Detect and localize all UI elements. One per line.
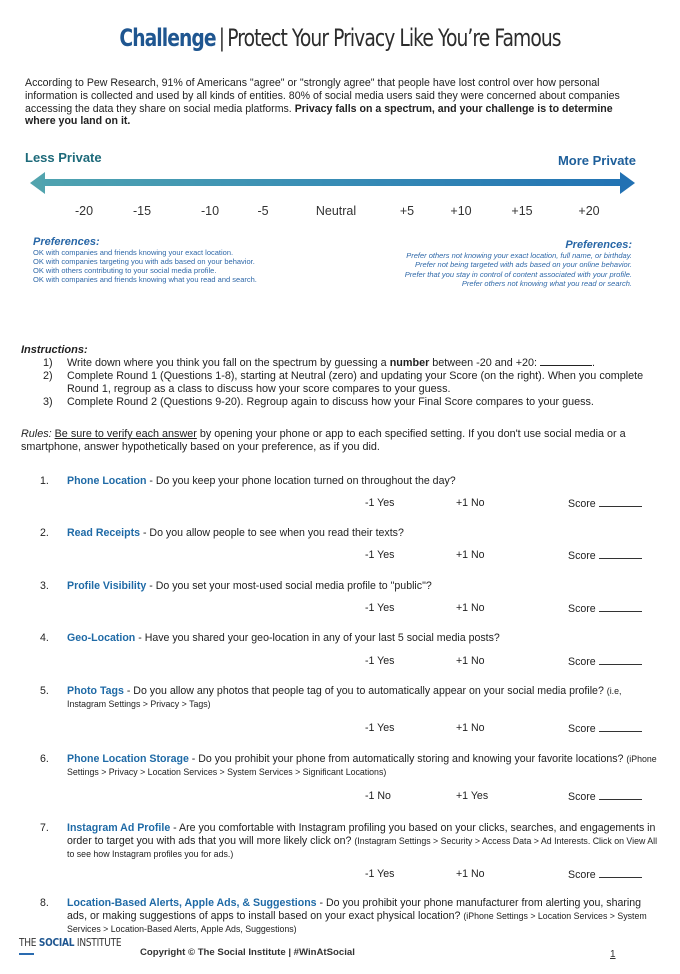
answer-option-b[interactable]: +1 No	[456, 497, 485, 509]
score-label: Score	[568, 723, 596, 735]
answer-option-a[interactable]: -1 Yes	[365, 868, 395, 880]
preference-item: OK with others contributing to your social media profile.	[33, 266, 217, 275]
score-field[interactable]	[568, 602, 642, 615]
title-accent: Challenge	[119, 24, 216, 52]
spectrum-tick: +5	[399, 204, 415, 218]
intro-text: According to Pew Research, 91% of Americans "agree" or "strongly agree" that people have lost control over how personal information is collected and used by all kinds of entities. 80% of social media users said they were concerned about companies accessing the data they share on social media platforms.	[25, 77, 620, 115]
score-field[interactable]	[568, 722, 642, 735]
preference-item: OK with companies and friends knowing what you read and search.	[33, 275, 257, 284]
question-text: - Have you shared your geo-location in any of your last 5 social media posts?	[135, 632, 500, 644]
question-number: 1.	[40, 475, 49, 487]
answer-option-a[interactable]: -1 Yes	[365, 602, 395, 614]
score-blank[interactable]	[599, 549, 642, 559]
score-field[interactable]	[568, 790, 642, 803]
question-number: 7.	[40, 822, 49, 834]
score-blank[interactable]	[599, 655, 642, 665]
more-private-label: More Private	[557, 153, 636, 168]
question-text: - Do you allow any photos that people tag of you to automatically appear on your social media profile?	[123, 685, 607, 697]
answer-option-a[interactable]: -1 Yes	[365, 722, 395, 734]
spectrum-tick: -5	[257, 204, 269, 218]
rules-text: by opening your phone or app to each specified setting. If you don't use social media or a smartphone, answer hypothetically based on your preference, as if you did.	[21, 428, 626, 454]
settings-path: (Instagram Settings > Security > Access Data > Ad Interests. Click on View All to see how Instagram profiles you for ads.)	[67, 835, 658, 859]
spectrum-tick: +20	[578, 204, 600, 218]
question-number: 2.	[40, 527, 49, 539]
question-8	[40, 897, 660, 935]
score-label: Score	[568, 498, 596, 510]
logo-social: SOCIAL	[38, 936, 75, 949]
question-title: Instagram Ad Profile	[67, 822, 171, 834]
arrow-shaft	[42, 179, 623, 186]
arrow-right-icon	[620, 172, 635, 194]
copyright-text: Copyright © The Social Institute | #WinAtSocial	[140, 947, 355, 958]
question-1	[40, 475, 660, 510]
answer-option-b[interactable]: +1 No	[456, 722, 485, 734]
question-text: - Do you prohibit your phone manufacturer from alerting you, sharing ads, or making suggestions of apps to install based on your exact physical location?	[67, 897, 642, 922]
score-label: Score	[568, 791, 596, 803]
instruction-number: 2)	[43, 370, 53, 382]
logo-underline-bar	[19, 953, 34, 955]
question-5	[40, 685, 660, 735]
instruction-item	[21, 370, 651, 396]
instruction-item	[21, 396, 651, 409]
score-label: Score	[568, 656, 596, 668]
instruction-text: between -20 and +20:	[429, 357, 541, 369]
answer-row	[40, 602, 660, 616]
spectrum-tick: -10	[200, 204, 220, 218]
answer-option-b[interactable]: +1 No	[456, 602, 485, 614]
score-blank[interactable]	[599, 497, 642, 507]
score-field[interactable]	[568, 868, 642, 881]
score-field[interactable]	[568, 497, 642, 510]
question-number: 4.	[40, 632, 49, 644]
preferences-less-private	[33, 236, 333, 284]
social-institute-logo	[19, 936, 121, 949]
preference-item: Prefer others not knowing what you read or search.	[461, 279, 632, 289]
instruction-text: Complete Round 1 (Questions 1-8), starting at Neutral (zero) and updating your Score (on the right). When you complete Round 1, regroup as a class to discuss how your score compares to your guess.	[67, 370, 644, 395]
question-title: Location-Based Alerts, Apple Ads, & Suggestions	[67, 897, 317, 909]
question-6	[40, 753, 660, 803]
question-2	[40, 527, 660, 562]
answer-option-b[interactable]: +1 Yes	[456, 790, 489, 802]
spectrum-tick: +15	[511, 204, 533, 218]
answer-option-b[interactable]: +1 No	[456, 868, 485, 880]
intro-bold-text: Privacy falls on a spectrum, and your challenge is to determine where you land on it.	[25, 102, 613, 128]
spectrum-tick: +10	[450, 204, 472, 218]
spectrum-tick: -20	[74, 204, 94, 218]
preferences-title: Preferences:	[565, 239, 632, 251]
answer-row	[40, 497, 660, 511]
question-number: 8.	[40, 897, 49, 909]
less-private-label: Less Private	[25, 150, 102, 165]
answer-row	[40, 655, 660, 669]
answer-option-a[interactable]: -1 No	[365, 790, 391, 802]
question-number: 3.	[40, 580, 49, 592]
score-label: Score	[568, 869, 596, 881]
question-title: Photo Tags	[67, 685, 124, 697]
settings-path: (iPhone Settings > Location Services > System Services > Location-Based Alerts, Apple Ads, Suggestions)	[67, 910, 647, 934]
score-field[interactable]	[568, 655, 642, 668]
question-text: - Are you comfortable with Instagram profiling you based on your clicks, searches, and engagements in order to target you with ads that you will more likely click on?	[67, 822, 656, 847]
preference-item: Prefer others not knowing your exact location, full name, or birthday.	[406, 251, 632, 260]
score-label: Score	[568, 603, 596, 615]
score-blank[interactable]	[599, 602, 642, 612]
page-title	[75, 24, 605, 52]
answer-option-a[interactable]: -1 Yes	[365, 549, 395, 561]
answer-row	[40, 790, 660, 804]
answer-option-a[interactable]: -1 Yes	[365, 497, 395, 509]
score-label: Score	[568, 550, 596, 562]
question-7	[40, 822, 660, 881]
instruction-number: 3)	[43, 396, 53, 408]
question-4	[40, 632, 660, 668]
question-text: - Do you keep your phone location turned on throughout the day?	[146, 475, 456, 487]
rules-paragraph	[21, 428, 651, 454]
preference-item: Prefer not being targeted with ads based on your online behavior.	[415, 260, 632, 270]
instruction-item: 1) Write down where you think you fall on the spectrum by guessing a number between -20 and +20: .	[43, 357, 596, 369]
question-title: Geo-Location	[67, 632, 136, 644]
instruction-text: Write down where you think you fall on the spectrum by guessing a	[67, 357, 390, 369]
preferences-title: Preferences:	[33, 236, 100, 248]
answer-option-b[interactable]: +1 No	[456, 549, 485, 561]
privacy-spectrum-arrow	[30, 170, 635, 196]
guess-input-blank[interactable]	[540, 357, 592, 366]
instructions-title: Instructions:	[21, 344, 88, 356]
title-separator: |	[218, 24, 225, 52]
question-text: - Do you set your most-used social media profile to "public"?	[146, 580, 432, 592]
rules-underlined: Be sure to verify each answer	[54, 428, 197, 440]
answer-row	[40, 549, 660, 563]
preference-item: Prefer that you stay in control of content associated with your profile.	[404, 269, 632, 279]
question-title: Read Receipts	[67, 527, 141, 539]
score-blank[interactable]	[599, 790, 642, 800]
question-3	[40, 580, 660, 615]
answer-option-b[interactable]: +1 No	[456, 655, 485, 667]
question-text: - Do you allow people to see when you read their texts?	[140, 527, 404, 539]
preferences-more-private	[360, 239, 632, 289]
question-text: - Do you prohibit your phone from automatically storing and knowing your favorite locations?	[188, 753, 627, 765]
settings-path: (i.e, Instagram Settings > Privacy > Tags)	[67, 686, 622, 709]
question-number: 6.	[40, 753, 49, 765]
logo-the: THE	[19, 936, 37, 949]
score-blank[interactable]	[599, 868, 642, 878]
answer-row	[40, 868, 660, 882]
score-blank[interactable]	[599, 722, 642, 732]
rules-label: Rules:	[21, 428, 52, 440]
preference-item: OK with companies and friends knowing your exact location.	[33, 248, 234, 257]
answer-option-a[interactable]: -1 Yes	[365, 655, 395, 667]
question-title: Profile Visibility	[67, 580, 147, 592]
instruction-bold: number	[389, 357, 430, 369]
title-main: Protect Your Privacy Like You’re Famous	[227, 24, 561, 52]
instructions-list	[21, 357, 651, 409]
question-number: 5.	[40, 685, 49, 697]
page-number: 1	[610, 949, 616, 960]
answer-row	[40, 722, 660, 736]
instruction-number: 1)	[43, 357, 53, 369]
instruction-text: Complete Round 2 (Questions 9-20). Regroup again to discuss how your Final Score compares to your guess.	[67, 396, 594, 408]
score-field[interactable]	[568, 549, 642, 562]
question-title: Phone Location Storage	[67, 753, 189, 765]
intro-paragraph	[25, 77, 645, 128]
logo-institute: INSTITUTE	[76, 936, 122, 949]
question-title: Phone Location	[67, 475, 147, 487]
instructions-section	[21, 344, 651, 409]
settings-path: (iPhone Settings > Privacy > Location Services > System Services > Significant Locations)	[67, 754, 657, 777]
spectrum-tick-neutral: Neutral	[315, 204, 357, 218]
spectrum-tick: -15	[132, 204, 152, 218]
preference-item: OK with companies targeting you with ads based on your behavior.	[33, 257, 255, 266]
